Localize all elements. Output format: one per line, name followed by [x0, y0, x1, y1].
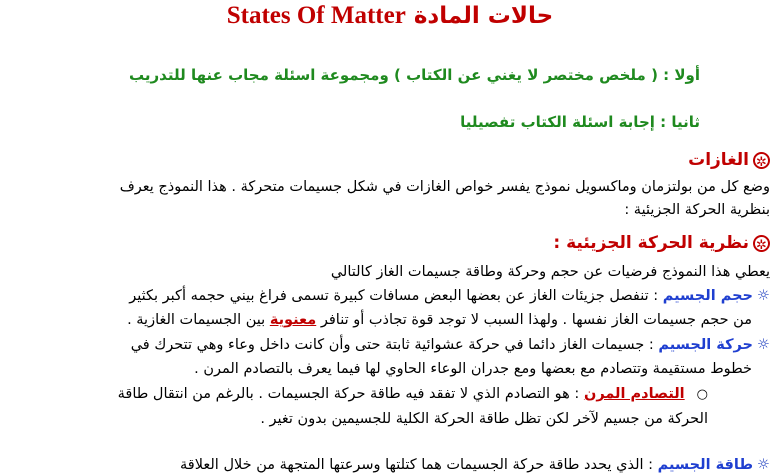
- sun-bullet-icon: ☼: [757, 457, 770, 473]
- page-title: [0, 2, 780, 30]
- gases-heading-text: الغازات: [688, 150, 749, 170]
- motion-text1: : جسيمات الغاز دائما في حركة عشوائية ثابتة حتى وأن كانت داخل وعاء وهي تتحرك في: [130, 337, 654, 353]
- elastic-text1: : هو التصادم الذي لا تفقد فيه طاقة حركة الجسيمات . بالرغم من انتقال طاقة: [117, 386, 580, 402]
- motion-line2: خطوط مستقيمة وتتصادم مع بعضها ومع جدران الوعاء الحاوي لها فيما يعرف بالتصادم المرن .: [194, 361, 752, 377]
- sun-bullet-icon: ☼: [757, 288, 770, 304]
- section-heading-gases: [688, 150, 770, 170]
- elastic-label: التصادم المرن: [583, 386, 685, 402]
- gases-paragraph-line1: وضع كل من بولتزمان وماكسويل نموذج يفسر خواص الغازات في شكل جسيمات متحركة . هذا النموذج يعرف: [119, 179, 770, 195]
- intro-line-first: أولا : ( ملخص مختصر لا يغني عن الكتاب ) ومجموعة اسئلة مجاب عنها للتدريب: [129, 66, 700, 84]
- motion-line1: [20, 334, 770, 356]
- motion-label: حركة الجسيم: [658, 337, 753, 353]
- elastic-line2: الحركة من جسيم لآخر لكن تظل طاقة الحركة الكلية للجسيمين بدون تغير .: [260, 411, 708, 427]
- volume-line1: [20, 285, 770, 307]
- title-english: States Of Matter: [226, 2, 406, 29]
- volume-line2: [20, 309, 752, 331]
- sun-bullet-icon: ☼: [757, 337, 770, 353]
- energy-label: طاقة الجسيم: [657, 457, 753, 473]
- volume-label: حجم الجسيم: [662, 288, 753, 304]
- gases-paragraph-line2: بنظرية الحركة الجزيئية :: [624, 202, 770, 218]
- circle-bullet-icon: ○: [696, 387, 708, 402]
- energy-line1: [20, 454, 770, 476]
- elastic-line1: [20, 383, 708, 406]
- energy-text1: : الذي يحدد طاقة حركة الجسيمات هما كتلتها وسرعتها المتجهة من خلال العلاقة: [180, 457, 654, 473]
- volume-text2b: معنوية: [269, 312, 317, 328]
- title-arabic: حالات المادة: [413, 3, 554, 29]
- section-heading-theory: [553, 233, 770, 253]
- gear-icon: ✲: [753, 235, 770, 252]
- theory-intro: يعطي هذا النموذج فرضيات عن حجم وحركة وطاقة جسيمات الغاز كالتالي: [330, 264, 770, 280]
- volume-text1: : تنفصل جزيئات الغاز عن بعضها البعض مسافات كبيرة تسمى فراغ بيني حجمه أكبر بكثير: [129, 288, 659, 304]
- volume-text2a: من حجم جسيمات الغاز نفسها . ولهذا السبب لا توجد قوة تجاذب أو تنافر: [320, 312, 752, 328]
- intro-line-second: ثانيا : إجابة اسئلة الكتاب تفصيليا: [460, 113, 700, 131]
- gear-icon: ✲: [753, 152, 770, 169]
- volume-text2c: بين الجسيمات الغازية .: [127, 312, 266, 328]
- theory-heading-text: نظرية الحركة الجزيئية :: [553, 233, 749, 253]
